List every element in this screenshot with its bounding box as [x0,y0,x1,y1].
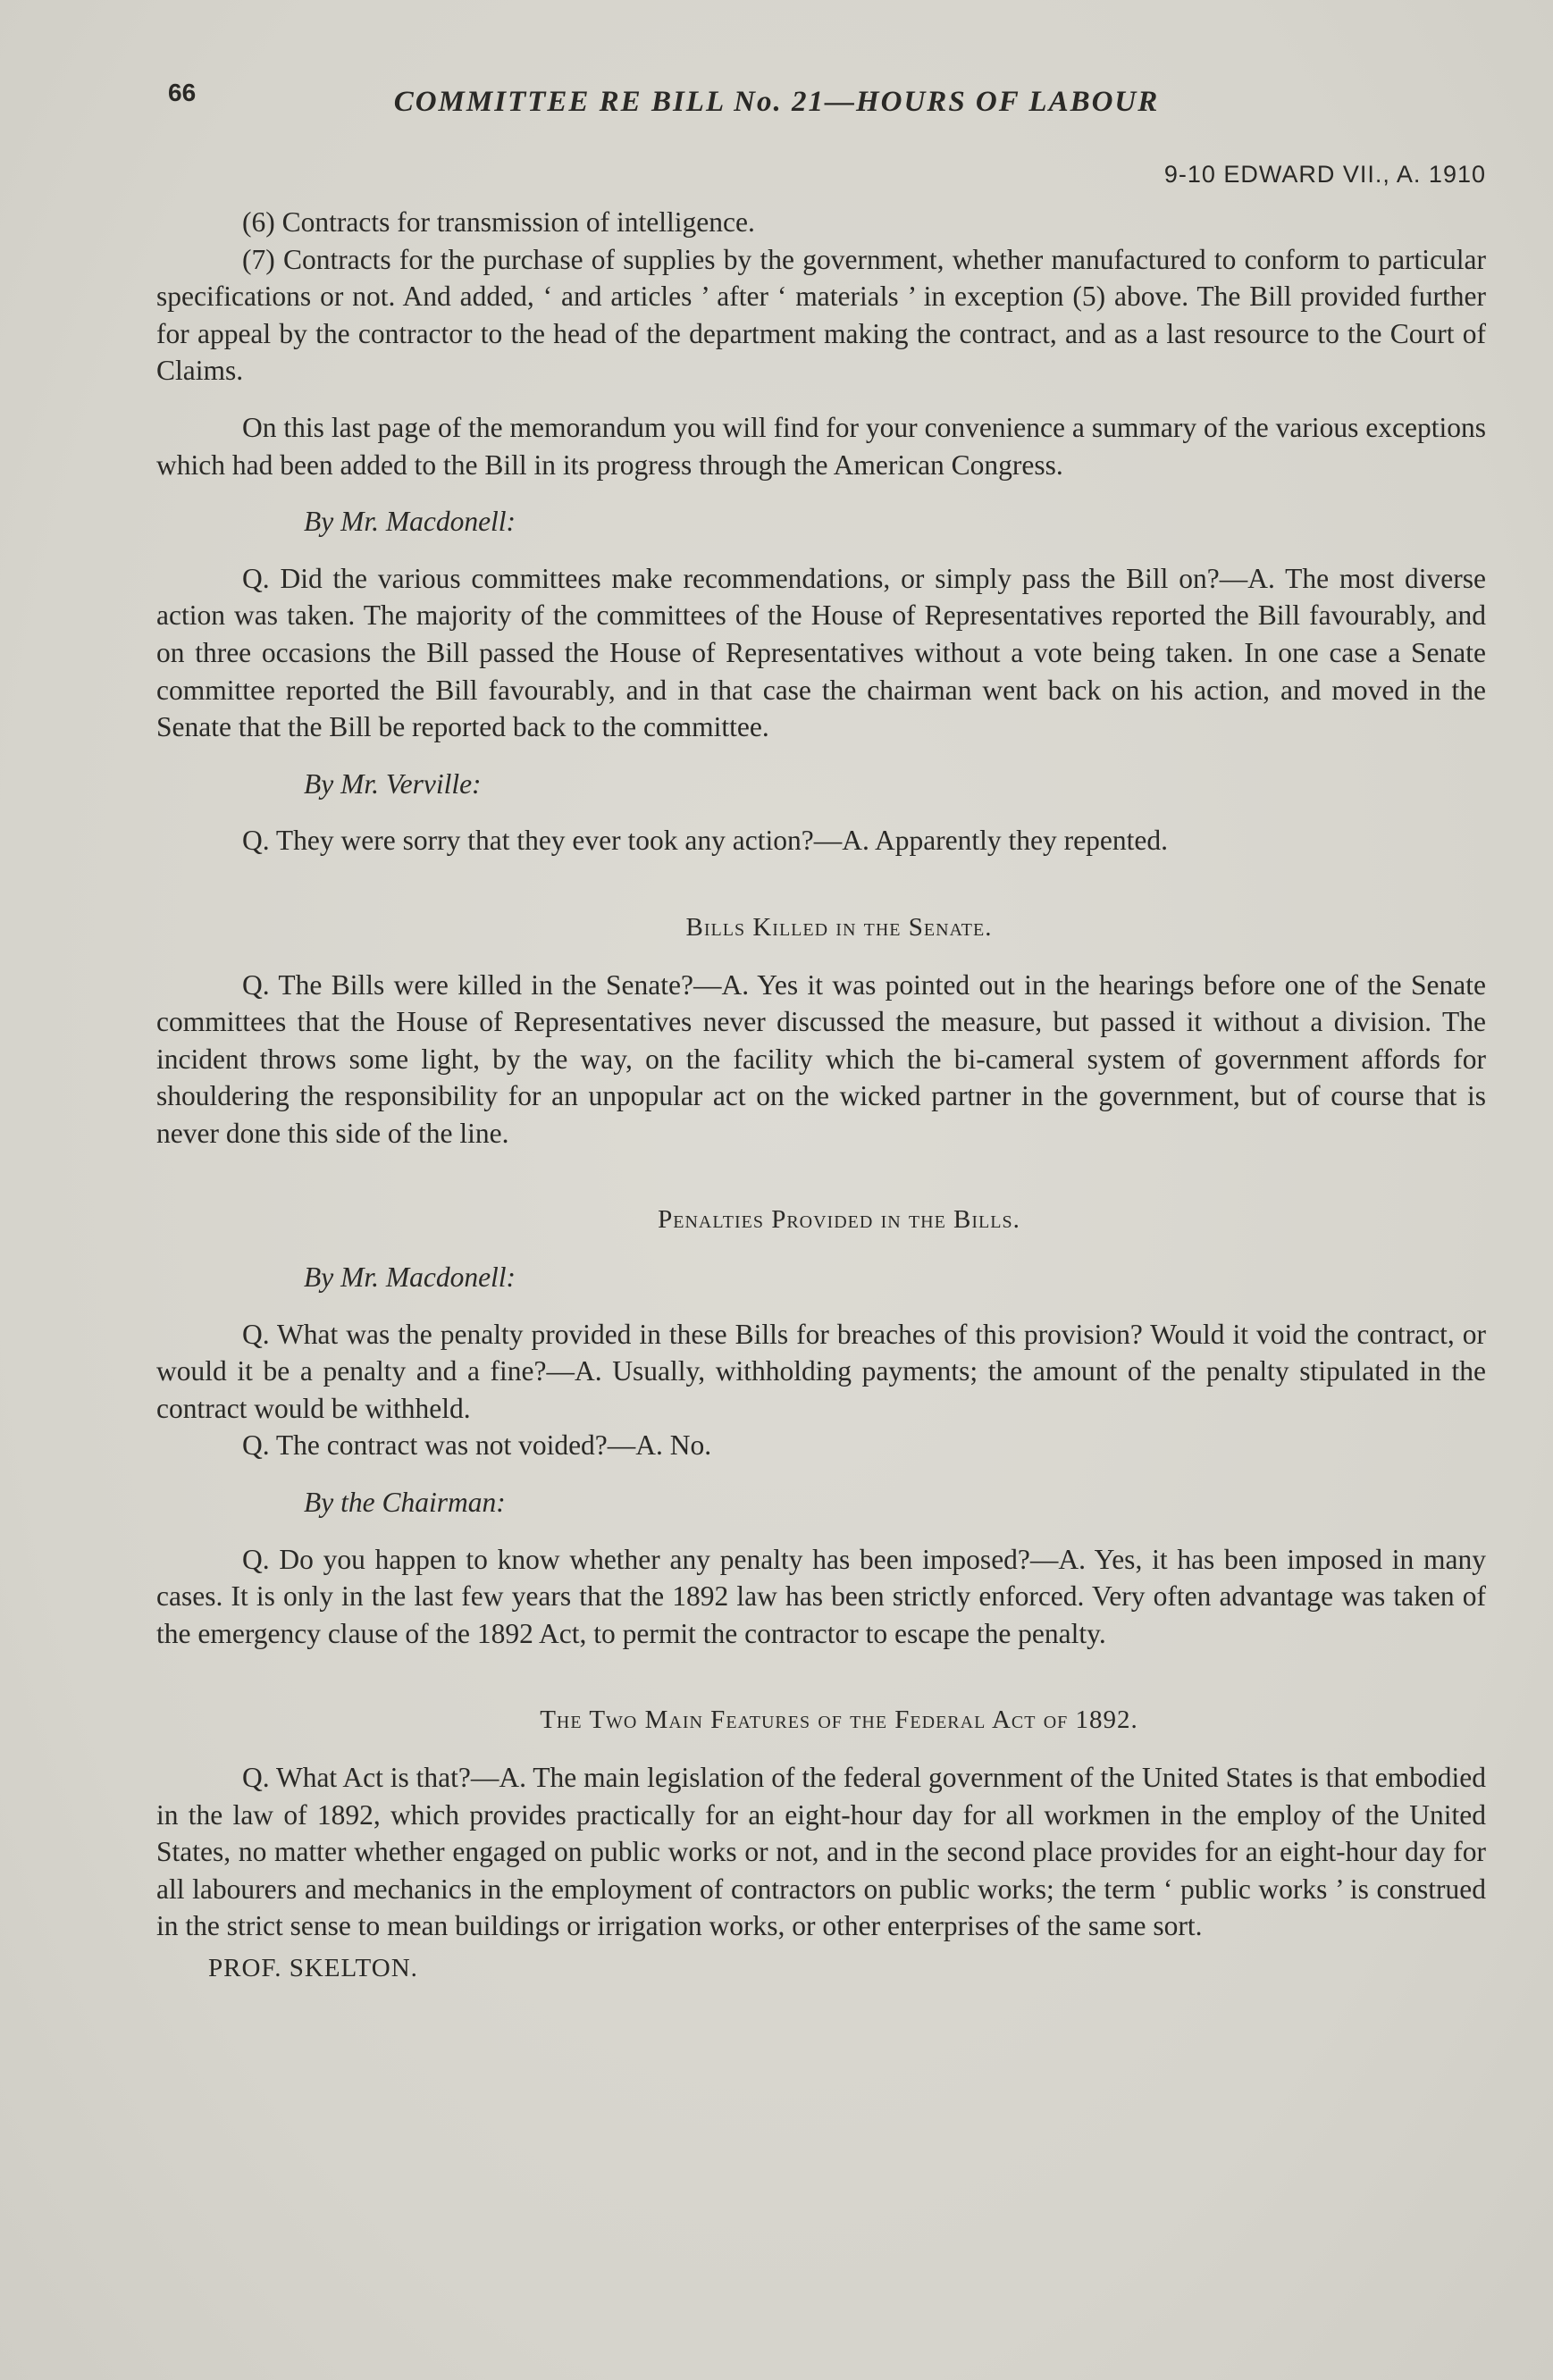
speaker-label: By Mr. Verville: [304,767,482,800]
paragraph-committees-action: Q. Did the various committees make recommendations, or simply pass the Bill on?—A. The most diverse action was taken. The majority of the committees of the House of Representatives reported the Bill favourably, and on three occasions the Bill passed the House of Representatives without a vote being taken. In one case a Senate committee reported the Bill favourably, and in that case the chairman went back on his action, and moved in the Senate that the Bill be reported back to the committee. [156,562,1486,743]
speaker-label: By Mr. Macdonell: [304,506,516,538]
paragraph-penalty-imposed: Q. Do you happen to know whether any penalty has been imposed?—A. Yes, it has been imposed in many cases. It is only in the last few years that the 1892 law has been strictly enforced. Very often advantage was taken of the emergency clause of the 1892 Act, to permit the contractor to escape the penalty. [156,1543,1486,1649]
paragraph-bills-killed: Q. The Bills were killed in the Senate?—A. Yes it was pointed out in the hearings before one of the Senate committees that the House of Representatives never discussed the measure, but passed it without a division. The incident throws some light, by the way, on the facility which the bi-cameral system of government affords for shouldering the responsibility for an unpopular act on the wicked partner in the government, but of course that is never done this side of the line. [156,968,1486,1149]
paragraph-not-voided: Q. The contract was not voided?—A. No. [242,1429,712,1462]
section-heading: The Two Main Features of the Federal Act of 1892. [540,1705,1138,1735]
section-heading: Penalties Provided in the Bills. [658,1205,1020,1235]
paragraph-contracts-supplies: (7) Contracts for the purchase of supplies by the government, whether manufactured to conform to particular specifications or not. And added, ‘ and articles ’ after ‘ materials ’ in exception (5) above. The Bill provided further for appeal by the contractor to the head of the department making the contract, and as a last resource to the Court of Claims. [156,243,1486,387]
paragraph-contracts-intelligence: (6) Contracts for transmission of intelligence. [242,206,755,238]
section-heading: Bills Killed in the Senate. [685,912,993,942]
paragraph-repented: Q. They were sorry that they ever took any action?—A. Apparently they repented. [242,825,1168,857]
paragraph-memorandum-summary: On this last page of the memorandum you will find for your convenience a summary of the various exceptions which had been added to the Bill in its progress through the American Congress. [156,411,1486,481]
page-number: 66 [168,79,197,106]
paragraph-penalty-question: Q. What was the penalty provided in these Bills for breaches of this provision? Would it void the contract, or would it be a penalty and a fine?—A. Usually, withholding payments; the amount of the penalty stipulated in the contract would be withheld. [156,1318,1486,1424]
body-text [156,204,1486,1988]
speaker-label: By the Chairman: [304,1487,506,1519]
speaker-label: By Mr. Macdonell: [304,1261,516,1294]
session-label: 9-10 EDWARD VII., A. 1910 [1163,161,1486,188]
signature: PROF. SKELTON. [208,1953,418,1982]
paragraph-act-1892: Q. What Act is that?—A. The main legislation of the federal government of the United States is that embodied in the law of 1892, which provides practically for an eight-hour day for all workmen in the employ of the United States, no matter whether engaged on public works or not, and in the second place provides for an eight-hour day for all labourers and mechanics in the employment of contractors on public works; the term ‘ public works ’ is construed in the strict sense to mean buildings or irrigation works, or other enterprises of the same sort. [156,1762,1486,1942]
running-title: COMMITTEE RE BILL No. 21—HOURS OF LABOUR [393,86,1160,118]
